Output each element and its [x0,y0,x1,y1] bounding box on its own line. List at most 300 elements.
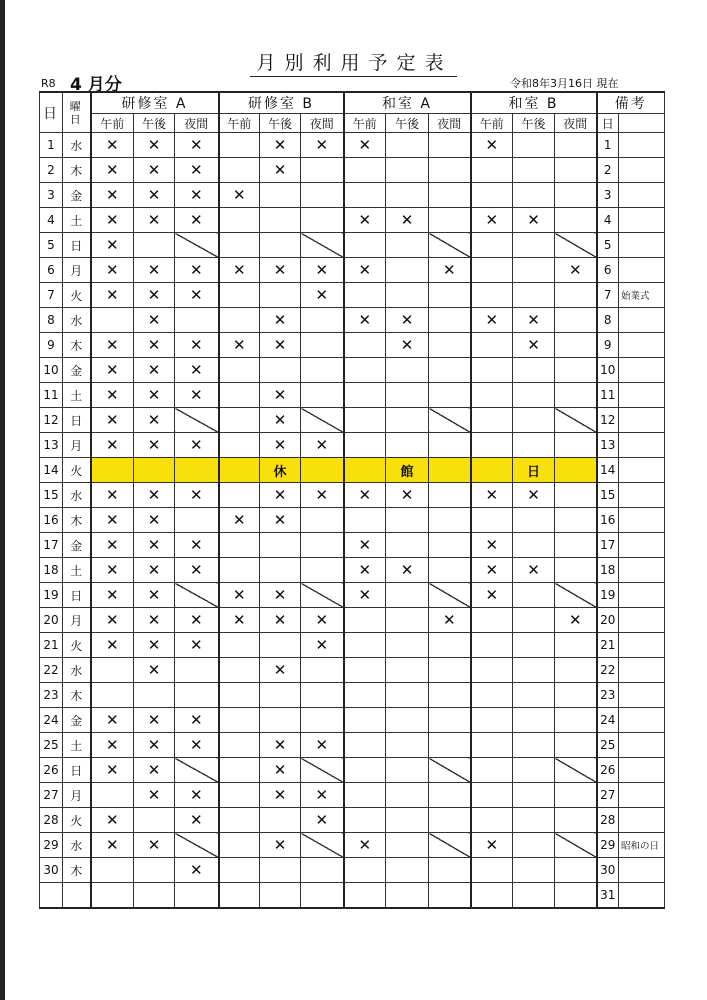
weekday-cell: 月 [63,258,91,283]
empty-slot [555,358,597,383]
empty-slot [175,683,219,708]
booked-mark: ✕ [260,133,301,158]
day-cell: 13 [40,433,63,458]
empty-slot [555,558,597,583]
booked-mark: ✕ [91,258,134,283]
booked-mark: ✕ [386,208,429,233]
empty-slot [386,608,429,633]
note-cell [619,733,665,758]
slot-header: 午前 [344,114,386,133]
empty-slot [513,533,555,558]
day-cell: 3 [40,183,63,208]
weekday-cell: 金 [63,708,91,733]
empty-slot [386,808,429,833]
empty-slot [344,508,386,533]
note-cell [619,508,665,533]
booked-mark: ✕ [134,308,175,333]
empty-slot [471,658,513,683]
weekday-cell: 土 [63,208,91,233]
weekday-cell: 火 [63,458,91,483]
day-cell: 4 [40,208,63,233]
day-cell: 11 [40,383,63,408]
booked-mark: ✕ [260,383,301,408]
booked-mark: ✕ [344,308,386,333]
empty-slot [471,358,513,383]
booked-mark: ✕ [471,208,513,233]
weekday-cell: 木 [63,158,91,183]
empty-slot [471,258,513,283]
closed-cell [134,458,175,483]
booked-mark: ✕ [301,608,344,633]
slot-header: 午前 [91,114,134,133]
empty-slot [260,208,301,233]
unavailable-slash [555,833,597,858]
empty-slot [301,533,344,558]
booked-mark: ✕ [134,758,175,783]
empty-slot [91,658,134,683]
empty-slot [91,883,134,909]
empty-slot [471,408,513,433]
month-number: 4 [70,75,82,95]
weekday-cell: 木 [63,858,91,883]
note-cell [619,433,665,458]
day-cell: 29 [40,833,63,858]
booked-mark: ✕ [260,608,301,633]
weekday-cell: 水 [63,133,91,158]
booked-mark: ✕ [260,433,301,458]
slot-header: 午前 [219,114,260,133]
unavailable-slash [301,833,344,858]
notes-day-cell: 20 [597,608,619,633]
day-cell [40,883,63,909]
closed-label: 休 [260,458,301,483]
empty-slot [555,883,597,909]
empty-slot [513,283,555,308]
booked-mark: ✕ [344,583,386,608]
notes-text-header [619,114,665,133]
booked-mark: ✕ [134,633,175,658]
booked-mark: ✕ [91,383,134,408]
weekday-cell: 土 [63,733,91,758]
day-row [40,783,665,808]
empty-slot [301,508,344,533]
empty-slot [555,208,597,233]
note-cell: 始業式 [619,283,665,308]
empty-slot [555,808,597,833]
empty-slot [471,608,513,633]
booked-mark: ✕ [344,133,386,158]
booked-mark: ✕ [260,483,301,508]
notes-day-cell: 12 [597,408,619,433]
booked-mark: ✕ [175,483,219,508]
booked-mark: ✕ [386,308,429,333]
empty-slot [219,783,260,808]
empty-slot [260,683,301,708]
day-row [40,833,665,858]
booked-mark: ✕ [175,358,219,383]
empty-slot [429,283,471,308]
day-cell: 12 [40,408,63,433]
booked-mark: ✕ [91,708,134,733]
empty-slot [513,258,555,283]
empty-slot [513,733,555,758]
booked-mark: ✕ [301,633,344,658]
booked-mark: ✕ [91,533,134,558]
weekday-cell: 木 [63,333,91,358]
empty-slot [386,183,429,208]
empty-slot [219,483,260,508]
empty-slot [344,358,386,383]
empty-slot [513,183,555,208]
booked-mark: ✕ [301,283,344,308]
empty-slot [344,758,386,783]
closed-cell [219,458,260,483]
booked-mark: ✕ [91,633,134,658]
empty-slot [471,283,513,308]
closed-cell [175,458,219,483]
weekday-cell: 火 [63,808,91,833]
day-row [40,758,665,783]
notes-day-cell: 3 [597,183,619,208]
day-row [40,658,665,683]
booked-mark: ✕ [91,433,134,458]
day-cell: 10 [40,358,63,383]
empty-slot [219,883,260,909]
day-row [40,508,665,533]
empty-slot [344,183,386,208]
booked-mark: ✕ [134,583,175,608]
unavailable-slash [175,833,219,858]
day-row [40,558,665,583]
empty-slot [219,533,260,558]
closed-cell [91,458,134,483]
booked-mark: ✕ [344,833,386,858]
empty-slot [513,683,555,708]
schedule-table [39,91,665,909]
day-row [40,458,665,483]
booked-mark: ✕ [175,558,219,583]
empty-slot [301,383,344,408]
day-cell: 22 [40,658,63,683]
booked-mark: ✕ [134,783,175,808]
day-row [40,633,665,658]
booked-mark: ✕ [386,483,429,508]
empty-slot [386,283,429,308]
day-row [40,808,665,833]
empty-slot [344,608,386,633]
day-cell: 8 [40,308,63,333]
day-cell: 26 [40,758,63,783]
empty-slot [513,508,555,533]
empty-slot [219,833,260,858]
empty-slot [344,683,386,708]
empty-slot [429,183,471,208]
empty-slot [471,508,513,533]
note-cell [619,608,665,633]
empty-slot [471,183,513,208]
day-cell: 5 [40,233,63,258]
slot-header: 午後 [260,114,301,133]
day-cell: 15 [40,483,63,508]
booked-mark: ✕ [134,483,175,508]
booked-mark: ✕ [175,133,219,158]
empty-slot [429,708,471,733]
empty-slot [513,783,555,808]
empty-slot [386,883,429,909]
notes-day-cell: 4 [597,208,619,233]
day-row [40,283,665,308]
empty-slot [386,633,429,658]
slot-header: 夜間 [429,114,471,133]
note-cell [619,883,665,909]
booked-mark: ✕ [134,608,175,633]
empty-slot [219,233,260,258]
empty-slot [555,733,597,758]
empty-slot [219,633,260,658]
booked-mark: ✕ [513,333,555,358]
booked-mark: ✕ [91,733,134,758]
closed-label: 日 [513,458,555,483]
empty-slot [429,358,471,383]
empty-slot [219,158,260,183]
empty-slot [513,158,555,183]
booked-mark: ✕ [175,858,219,883]
booked-mark: ✕ [175,608,219,633]
empty-slot [301,333,344,358]
as-of-date: 令和8年3月16日 現在 [510,77,619,90]
booked-mark: ✕ [91,558,134,583]
empty-slot [301,358,344,383]
empty-slot [301,658,344,683]
unavailable-slash [555,408,597,433]
empty-slot [260,708,301,733]
notes-day-cell: 23 [597,683,619,708]
empty-slot [344,333,386,358]
weekday-cell: 木 [63,508,91,533]
booked-mark: ✕ [91,508,134,533]
day-row [40,483,665,508]
note-cell [619,808,665,833]
booked-mark: ✕ [260,508,301,533]
day-row [40,408,665,433]
booked-mark: ✕ [134,258,175,283]
empty-slot [386,708,429,733]
unavailable-slash [429,833,471,858]
empty-slot [513,608,555,633]
page-title-text: 月別利用予定表 [250,48,456,77]
empty-slot [513,133,555,158]
empty-slot [386,508,429,533]
weekday-cell: 日 [63,408,91,433]
empty-slot [219,133,260,158]
empty-slot [513,858,555,883]
booked-mark: ✕ [91,183,134,208]
closed-cell [471,458,513,483]
empty-slot [429,433,471,458]
weekday-cell: 水 [63,483,91,508]
empty-slot [429,658,471,683]
booked-mark: ✕ [134,133,175,158]
empty-slot [386,433,429,458]
booked-mark: ✕ [260,158,301,183]
notes-day-cell: 16 [597,508,619,533]
booked-mark: ✕ [91,758,134,783]
booked-mark: ✕ [134,333,175,358]
day-cell: 25 [40,733,63,758]
note-cell: 昭和の日 [619,833,665,858]
day-row [40,183,665,208]
empty-slot [219,408,260,433]
note-cell [619,208,665,233]
empty-slot [134,233,175,258]
notes-day-cell: 25 [597,733,619,758]
closed-label: 館 [386,458,429,483]
notes-day-cell: 11 [597,383,619,408]
unavailable-slash [175,233,219,258]
closed-cell [344,458,386,483]
booked-mark: ✕ [219,333,260,358]
booked-mark: ✕ [301,483,344,508]
unavailable-slash [175,758,219,783]
empty-slot [471,708,513,733]
month-suffix: 月分 [87,75,122,95]
day-cell: 21 [40,633,63,658]
slot-header: 午後 [386,114,429,133]
room-header-row [40,92,665,114]
empty-slot [219,858,260,883]
room-header: 和室 B [471,92,597,114]
empty-slot [555,783,597,808]
empty-slot [513,433,555,458]
empty-slot [386,408,429,433]
booked-mark: ✕ [175,733,219,758]
empty-slot [260,858,301,883]
unavailable-slash [175,583,219,608]
empty-slot [471,383,513,408]
notes-day-cell: 22 [597,658,619,683]
empty-slot [513,708,555,733]
empty-slot [344,733,386,758]
day-header: 日 [40,92,63,133]
booked-mark: ✕ [134,383,175,408]
empty-slot [471,158,513,183]
day-cell: 18 [40,558,63,583]
unavailable-slash [555,233,597,258]
empty-slot [429,158,471,183]
booked-mark: ✕ [134,208,175,233]
empty-slot [301,558,344,583]
empty-slot [219,433,260,458]
empty-slot [429,333,471,358]
empty-slot [555,133,597,158]
booked-mark: ✕ [91,333,134,358]
empty-slot [344,158,386,183]
booked-mark: ✕ [260,408,301,433]
empty-slot [301,683,344,708]
booked-mark: ✕ [344,558,386,583]
day-row [40,333,665,358]
note-cell [619,158,665,183]
weekday-cell: 木 [63,683,91,708]
unavailable-slash [555,758,597,783]
note-cell [619,633,665,658]
booked-mark: ✕ [91,233,134,258]
empty-slot [344,808,386,833]
empty-slot [91,783,134,808]
empty-slot [429,808,471,833]
booked-mark: ✕ [175,433,219,458]
empty-slot [260,183,301,208]
booked-mark: ✕ [175,383,219,408]
weekday-cell: 日 [63,233,91,258]
unavailable-slash [429,233,471,258]
empty-slot [344,708,386,733]
day-row [40,133,665,158]
day-cell: 14 [40,458,63,483]
note-cell [619,858,665,883]
empty-slot [471,233,513,258]
empty-slot [301,708,344,733]
empty-slot [386,583,429,608]
booked-mark: ✕ [301,258,344,283]
empty-slot [344,633,386,658]
weekday-cell: 水 [63,833,91,858]
booked-mark: ✕ [301,783,344,808]
room-header: 研修室 B [219,92,344,114]
empty-slot [555,383,597,408]
empty-slot [344,383,386,408]
booked-mark: ✕ [134,558,175,583]
empty-slot [386,683,429,708]
day-row [40,383,665,408]
empty-slot [429,558,471,583]
notes-day-cell: 24 [597,708,619,733]
booked-mark: ✕ [301,733,344,758]
empty-slot [386,858,429,883]
notes-day-cell: 19 [597,583,619,608]
empty-slot [555,658,597,683]
empty-slot [471,333,513,358]
slot-header: 夜間 [555,114,597,133]
empty-slot [555,683,597,708]
empty-slot [555,433,597,458]
note-cell [619,758,665,783]
booked-mark: ✕ [260,308,301,333]
booked-mark: ✕ [344,533,386,558]
empty-slot [219,683,260,708]
booked-mark: ✕ [134,408,175,433]
weekday-cell [63,883,91,909]
empty-slot [260,883,301,909]
booked-mark: ✕ [134,358,175,383]
notes-day-cell: 9 [597,333,619,358]
booked-mark: ✕ [219,583,260,608]
booked-mark: ✕ [260,758,301,783]
empty-slot [344,408,386,433]
day-cell: 7 [40,283,63,308]
empty-slot [219,758,260,783]
closed-cell [301,458,344,483]
booked-mark: ✕ [513,208,555,233]
booked-mark: ✕ [429,258,471,283]
empty-slot [219,733,260,758]
booked-mark: ✕ [219,258,260,283]
empty-slot [471,683,513,708]
empty-slot [301,183,344,208]
note-cell [619,483,665,508]
booked-mark: ✕ [134,658,175,683]
empty-slot [386,233,429,258]
